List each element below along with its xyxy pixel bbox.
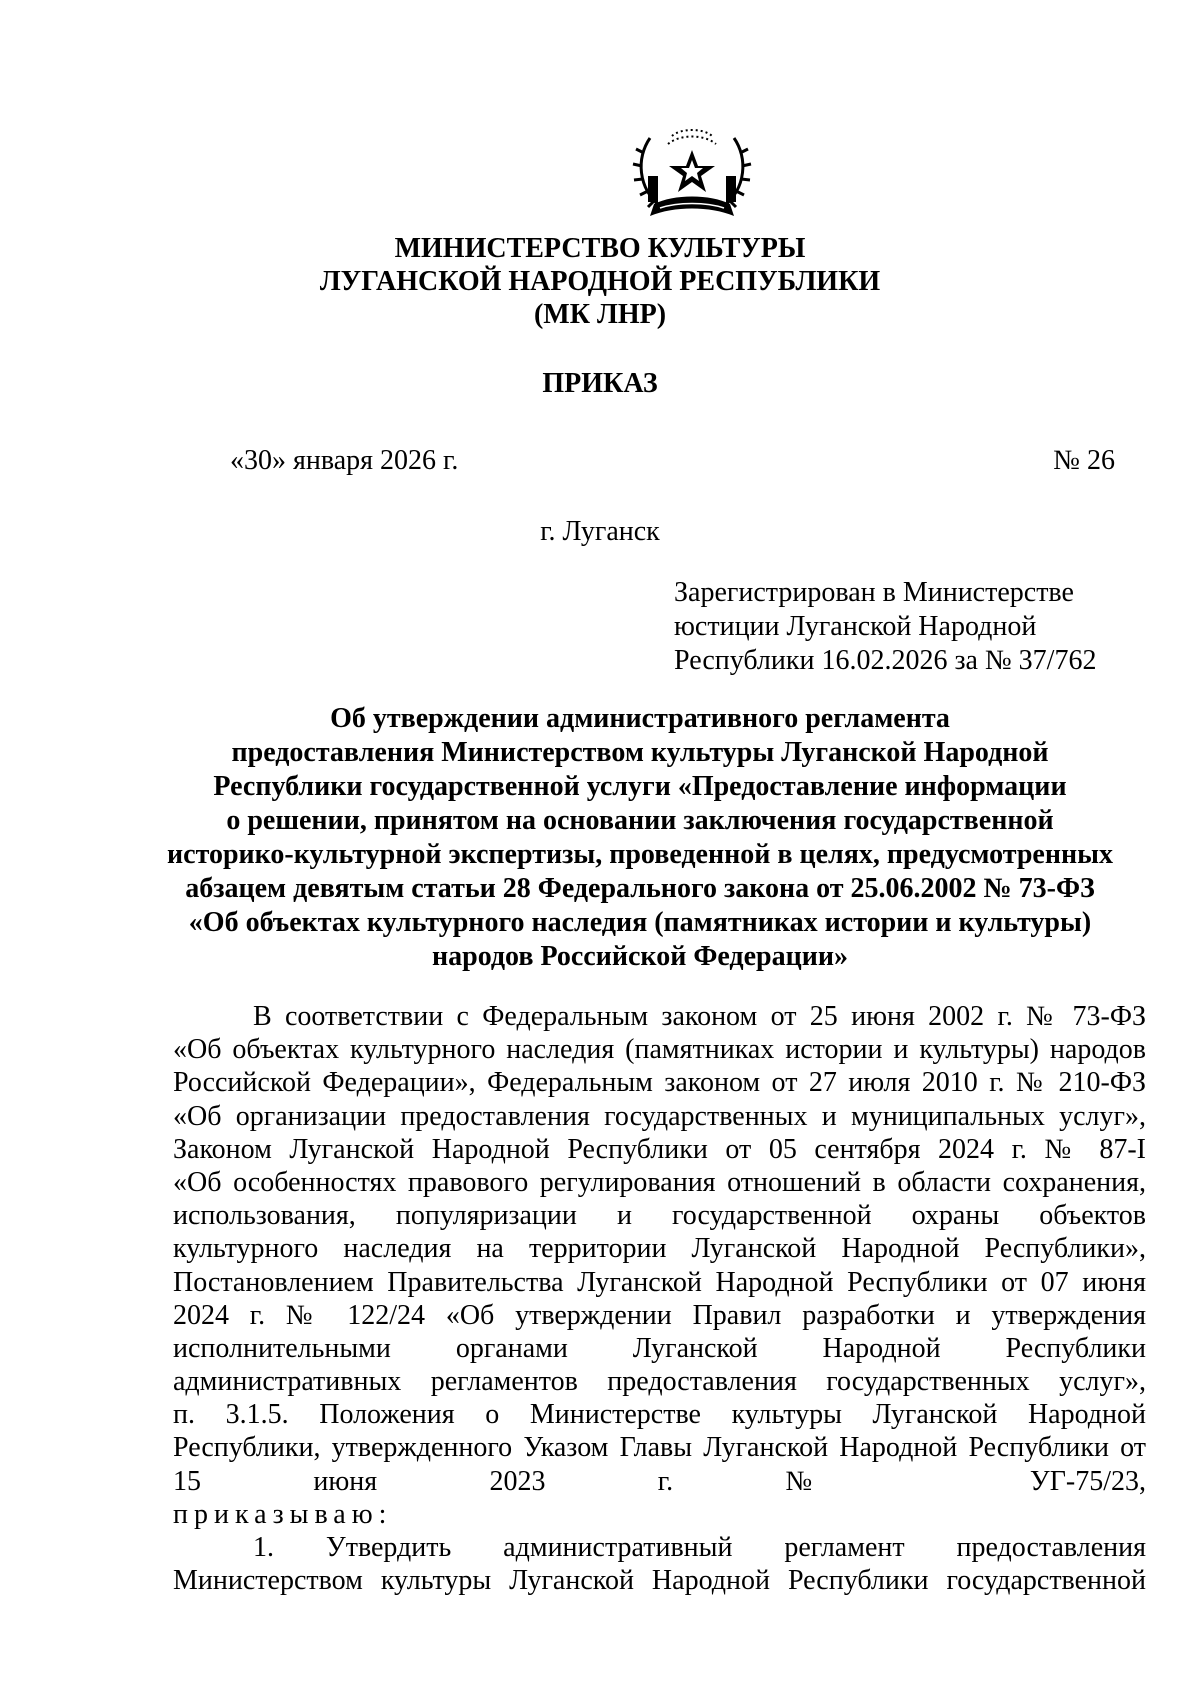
body-line: 1. Утвердить административный регламент предоставления (253, 1532, 1146, 1563)
body-line: «Об особенностях правового регулирования отношений в области сохранения, (173, 1166, 1146, 1198)
ministry-abbreviation: (МК ЛНР) (533, 299, 667, 330)
coat-of-arms-emblem (630, 118, 754, 228)
body-line: 2024 г. № 122/24 «Об утверждении Правил разработки и утверждения (173, 1299, 1146, 1331)
body-line: «Об организации предоставления государственных и муниципальных услуг», (173, 1100, 1146, 1132)
subject-line: о решении, принятом на основании заключения государственной (226, 805, 1054, 836)
subject-line: абзацем девятым статьи 28 Федерального закона от 25.06.2002 № 73-ФЗ (185, 873, 1095, 904)
body-line: административных регламентов предоставления государственных услуг», (173, 1366, 1146, 1398)
ministry-name-line-1: МИНИСТЕРСТВО КУЛЬТУРЫ (394, 233, 806, 264)
body-line: Республики, утвержденного Указом Главы Луганской Народной Республики от (173, 1432, 1146, 1464)
ministry-name-line-2: ЛУГАНСКОЙ НАРОДНОЙ РЕСПУБЛИКИ (319, 266, 881, 297)
body-line: «Об объектах культурного наследия (памятниках истории и культуры) народов (173, 1034, 1146, 1066)
order-body-text (173, 1000, 1146, 1597)
body-line: п. 3.1.5. Положения о Министерстве культуры Луганской Народной (173, 1399, 1146, 1431)
registration-note (674, 576, 1096, 678)
registration-line-3: Республики 16.02.2026 за № 37/762 (674, 645, 1097, 676)
body-line: исполнительными органами Луганской Народной Республики (173, 1332, 1146, 1364)
order-subject (160, 702, 1120, 974)
body-line: В соответствии с Федеральным законом от 25 июня 2002 г. № 73-ФЗ (253, 1001, 1146, 1032)
body-line: культурного наследия на территории Луганской Народной Республики», (173, 1233, 1146, 1265)
body-line: Российской Федерации», Федеральным законом от 27 июля 2010 г. № 210-ФЗ (173, 1067, 1146, 1099)
body-line: Законом Луганской Народной Республики от 05 сентября 2024 г. № 87-I (173, 1133, 1146, 1165)
document-type-title: ПРИКАЗ (542, 368, 658, 399)
subject-line: предоставления Министерством культуры Луганской Народной (231, 737, 1049, 768)
city-name: г. Луганск (540, 516, 660, 547)
body-line: 15 июня 2023 г. № УГ-75/23, (173, 1465, 1146, 1497)
subject-line: Об утверждении административного регламента (330, 703, 950, 734)
body-line-decree-word: приказываю: (173, 1498, 393, 1530)
body-line: Постановлением Правительства Луганской Народной Республики от 07 июня (173, 1266, 1146, 1298)
subject-line: историко-культурной экспертизы, проведенной в целях, предусмотренных (167, 839, 1113, 870)
order-date: «30» января 2026 г. (230, 445, 459, 476)
registration-line-2: юстиции Луганской Народной (674, 611, 1037, 642)
subject-line: Республики государственной услуги «Предоставление информации (213, 771, 1067, 802)
registration-line-1: Зарегистрирован в Министерстве (674, 577, 1074, 608)
order-number: № 26 (1053, 445, 1115, 476)
body-line: использования, популяризации и государственной охраны объектов (173, 1200, 1146, 1232)
subject-line: народов Российской Федерации» (431, 941, 848, 972)
body-line: Министерством культуры Луганской Народной Республики государственной (173, 1565, 1146, 1597)
subject-line: «Об объектах культурного наследия (памятниках истории и культуры) (188, 907, 1092, 938)
